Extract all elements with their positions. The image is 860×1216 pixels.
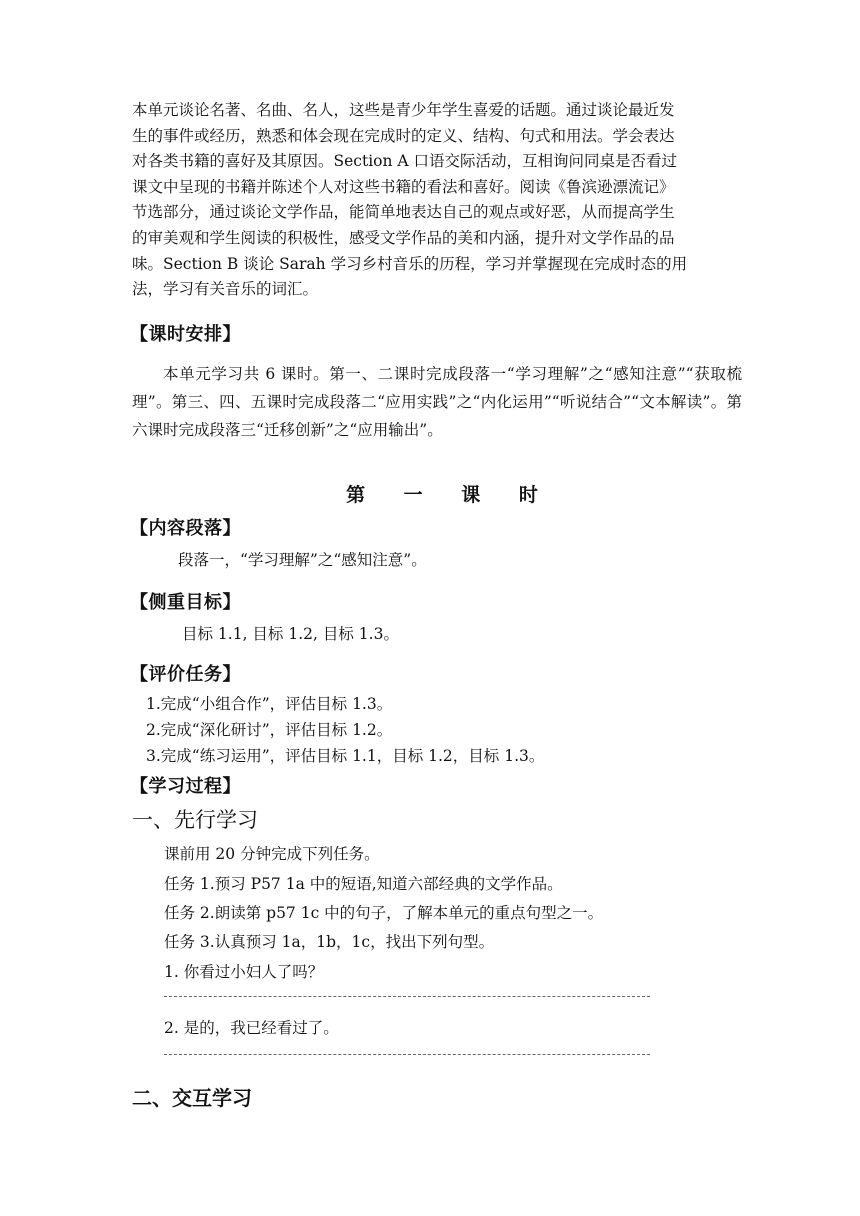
interactive-title: 二、交互学习 [132, 1086, 252, 1110]
process-heading: 【学习过程】 [130, 776, 241, 797]
lesson-title: 第 一 课 时 [346, 484, 554, 506]
pre-study-line: 课前用 20 分钟完成下列任务。 [164, 845, 380, 863]
intro-line: 本单元谈论名著、名曲、名人，这些是青少年学生喜爱的话题。通过谈论最近发 [132, 101, 675, 119]
pre-study-line: 任务 3.认真预习 1a，1b，1c，找出下列句型。 [164, 933, 495, 951]
intro-line: 法，学习有关音乐的词汇。 [132, 280, 319, 299]
goals-text: 目标 1.1, 目标 1.2, 目标 1.3。 [182, 625, 399, 643]
intro-line: 节选部分，通过谈论文学作品，能简单地表达自己的观点或好恶，从而提高学生 [132, 203, 675, 222]
intro-line: 生的事件或经历，熟悉和体会现在完成时的定义、结构、句式和用法。学会表达 [132, 126, 675, 145]
content-text: 段落一，“学习理解”之“感知注意”。 [178, 551, 427, 569]
task-item: 3.完成“练习运用”，评估目标 1.1，目标 1.2，目标 1.3。 [146, 747, 545, 765]
pre-study-title: 一、先行学习 [132, 808, 258, 832]
intro-line: 味。Section B 谈论 Sarah 学习乡村音乐的历程，学习并掌握现在完成时态的用 [132, 254, 688, 273]
answer-line[interactable] [164, 996, 650, 997]
task-item: 2.完成“深化研讨”，评估目标 1.2。 [146, 721, 393, 739]
unit-introduction [132, 98, 742, 303]
task-item: 1.完成“小组合作”，评估目标 1.3。 [146, 695, 393, 713]
answer-line[interactable] [164, 1054, 650, 1055]
goals-heading: 【侧重目标】 [130, 592, 241, 613]
schedule-heading: 【课时安排】 [130, 324, 241, 345]
pre-study-line: 任务 1.预习 P57 1a 中的短语,知道六部经典的文学作品。 [164, 875, 563, 893]
pre-study-line: 任务 2.朗读第 p57 1c 中的句子，了解本单元的重点句型之一。 [164, 904, 604, 922]
schedule-text: 本单元学习共 6 课时。第一、二课时完成段落一“学习理解”之“感知注意”“获取梳理”。第三、四、五课时完成段落二“应用实践”之“内化运用”“听说结合”“文本解读”。第六课时完成段落三“迁移创新”之“应用输出”。 [132, 365, 742, 439]
question-item: 1. 你看过小妇人了吗？ [164, 963, 324, 981]
content-heading: 【内容段落】 [130, 518, 241, 539]
question-item: 2. 是的，我已经看过了。 [164, 1019, 339, 1037]
intro-line: 的审美观和学生阅读的积极性，感受文学作品的美和内涵，提升对文学作品的品 [132, 228, 675, 247]
intro-line: 对各类书籍的喜好及其原因。Section A 口语交际活动，互相询问同桌是否看过 [132, 152, 678, 171]
intro-line: 课文中呈现的书籍并陈述个人对这些书籍的看法和喜好。阅读《鲁滨逊漂流记》 [132, 177, 675, 196]
tasks-heading: 【评价任务】 [130, 664, 241, 685]
